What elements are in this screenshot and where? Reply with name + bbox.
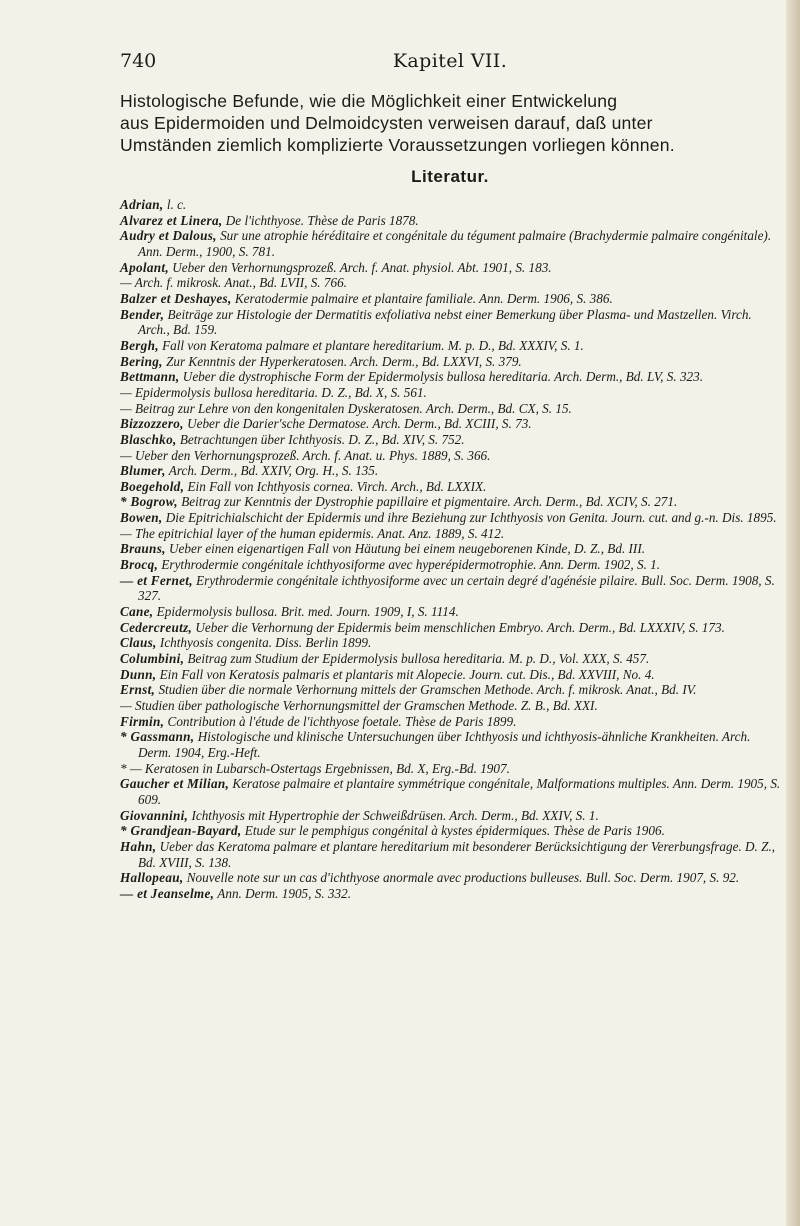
reference-entry xyxy=(120,557,782,573)
reference-author: Balzer et Deshayes, xyxy=(120,290,232,306)
page-number: 740 xyxy=(120,50,157,72)
reference-text: Beitrag zum Studium der Epidermolysis bullosa hereditaria. M. p. D., Vol. XXX, S. 457. xyxy=(184,651,650,667)
reference-text: Arch. Derm., Bd. XXIV, Org. H., S. 135. xyxy=(165,463,379,479)
reference-entry xyxy=(120,510,782,526)
reference-text: Ueber die Verhornung der Epidermis beim menschlichen Embryo. Arch. Derm., Bd. LXXXIV, S. 173. xyxy=(192,619,725,635)
intro-line: Histologische Befunde, wie die Möglichkeit einer Entwickelung xyxy=(120,91,618,111)
reference-text: Epidermolysis bullosa. Brit. med. Journ. 1909, I, S. 1114. xyxy=(153,604,459,620)
reference-text: Ueber einen eigenartigen Fall von Häutung bei einem neugeborenen Kinde, D. Z., Bd. III. xyxy=(165,541,646,557)
reference-entry xyxy=(120,260,782,276)
reference-entry xyxy=(120,886,782,902)
reference-entry xyxy=(120,479,782,495)
reference-entry xyxy=(120,808,782,824)
reference-entry xyxy=(120,416,782,432)
reference-text: Erythrodermie congénitale ichthyosiforme avec hyperépidermotrophie. Ann. Derm. 1902, S. 1. xyxy=(158,557,661,573)
reference-author: Bering, xyxy=(120,353,163,369)
reference-author: Apolant, xyxy=(120,259,169,275)
reference-text: Ichthyosis mit Hypertrophie der Schweißdrüsen. Arch. Derm., Bd. XXIV, S. 1. xyxy=(188,807,599,823)
reference-entry xyxy=(120,620,782,636)
reference-entry xyxy=(120,651,782,667)
reference-entry xyxy=(120,635,782,651)
reference-text: Zur Kenntnis der Hyperkeratosen. Arch. Derm., Bd. LXXVI, S. 379. xyxy=(162,353,522,369)
reference-text: Etude sur le pemphigus congénital à kystes épidermiques. Thèse de Paris 1906. xyxy=(241,823,665,839)
intro-line: Umständen ziemlich komplizierte Voraussetzungen vorliegen können. xyxy=(120,135,675,155)
reference-author: Columbini, xyxy=(120,651,185,667)
reference-text: Ein Fall von Ichthyosis cornea. Virch. Arch., Bd. LXXIX. xyxy=(184,478,487,494)
reference-author: Ernst, xyxy=(120,682,156,698)
reference-text: Studien über die normale Verhornung mittels der Gramschen Methode. Arch. f. mikrosk. Anat., Bd. IV. xyxy=(155,682,697,698)
reference-author: * Gassmann, xyxy=(120,729,195,745)
reference-entry xyxy=(120,729,782,760)
reference-author: Hahn, xyxy=(120,838,157,854)
reference-entry xyxy=(120,776,782,807)
reference-entry xyxy=(120,573,782,604)
reference-list xyxy=(120,197,782,902)
reference-author: Bizzozzero, xyxy=(120,416,184,432)
reference-entry xyxy=(120,526,782,542)
reference-text: Ueber den Verhornungsprozeß. Arch. f. Anat. physiol. Abt. 1901, S. 183. xyxy=(168,259,552,275)
reference-author: Bowen, xyxy=(120,510,163,526)
reference-text: Ueber die Darier'sche Dermatose. Arch. Derm., Bd. XCIII, S. 73. xyxy=(183,416,532,432)
reference-entry xyxy=(120,839,782,870)
page-header xyxy=(120,50,780,74)
reference-author: — et Jeanselme, xyxy=(120,885,215,901)
reference-entry xyxy=(120,197,782,213)
reference-entry xyxy=(120,463,782,479)
reference-entry xyxy=(120,541,782,557)
reference-author: Dunn, xyxy=(120,666,157,682)
reference-entry xyxy=(120,448,782,464)
reference-text: l. c. xyxy=(163,197,187,212)
reference-author: — et Fernet, xyxy=(120,572,193,588)
reference-text: Erythrodermie congénitale ichthyosiforme avec un certain degré d'agénésie pilaire. Bull. Soc. Derm. 1908, S. 327. xyxy=(138,572,775,604)
reference-text: Nouvelle note sur un cas d'ichthyose anormale avec productions bulleuses. Bull. Soc. Derm. 1907, S. 92. xyxy=(183,870,740,886)
reference-text: Ein Fall von Keratosis palmaris et plantaris mit Alopecie. Journ. cut. Dis., Bd. XXVIII, No. 4. xyxy=(156,666,655,682)
reference-entry xyxy=(120,698,782,714)
reference-entry xyxy=(120,682,782,698)
reference-text: Beiträge zur Histologie der Dermatitis exfoliativa nebst einer Bemerkung über Plasma- und Mastzellen. Virch. Arch., Bd. 159. xyxy=(138,306,752,338)
reference-text: De l'ichthyose. Thèse de Paris 1878. xyxy=(222,212,419,228)
reference-author: * Grandjean-Bayard, xyxy=(120,823,242,839)
reference-entry xyxy=(120,494,782,510)
reference-text: Sur une atrophie héréditaire et congénitale du tégument palmaire (Brachydermie palmaire congénitale). Ann. Derm., 1900, S. 781. xyxy=(138,228,772,259)
reference-author: Cane, xyxy=(120,604,154,620)
reference-entry xyxy=(120,667,782,683)
reference-text: — Epidermolysis bullosa hereditaria. D. Z., Bd. X, S. 561. xyxy=(120,384,427,400)
reference-author: Bergh, xyxy=(120,337,159,353)
reference-author: Cedercreutz, xyxy=(120,619,193,635)
reference-author: * Bogrow, xyxy=(120,494,178,510)
reference-author: Bender, xyxy=(120,306,165,322)
reference-entry xyxy=(120,338,782,354)
page-edge xyxy=(786,0,800,1226)
reference-author: Boegehold, xyxy=(120,478,185,494)
reference-entry xyxy=(120,823,782,839)
reference-text: Fall von Keratoma palmare et plantare hereditarium. M. p. D., Bd. XXXIV, S. 1. xyxy=(158,337,584,353)
reference-entry xyxy=(120,228,782,259)
reference-author: Alvarez et Linera, xyxy=(120,212,223,228)
reference-text: Histologische und klinische Untersuchungen über Ichthyosis und ichthyosis-ähnliche Krankheiten. Arch. Derm. 1904, Erg.-Heft. xyxy=(138,729,751,760)
reference-author: Hallopeau, xyxy=(120,870,184,886)
reference-text: Beitrag zur Kenntnis der Dystrophie papillaire et pigmentaire. Arch. Derm., Bd. XCIV, S. 271. xyxy=(177,494,678,510)
reference-entry xyxy=(120,385,782,401)
reference-entry xyxy=(120,761,782,777)
literature-heading: Literatur. xyxy=(411,167,489,186)
reference-text: Keratose palmaire et plantaire symmétrique congénitale, Malformations multiples. Ann. Derm. 1905, S. 609. xyxy=(138,776,781,807)
reference-text: — Studien über pathologische Verhornungsmittel der Gramschen Methode. Z. B., Bd. XXI. xyxy=(120,698,598,713)
reference-author: Brocq, xyxy=(120,557,159,573)
reference-entry xyxy=(120,369,782,385)
reference-author: Audry et Dalous, xyxy=(120,228,217,244)
reference-entry xyxy=(120,870,782,886)
reference-text: Ueber die dystrophische Form der Epidermolysis bullosa hereditaria. Arch. Derm., Bd. LV, S. 323. xyxy=(179,369,704,385)
reference-author: Brauns, xyxy=(120,541,166,557)
reference-text: * — Keratosen in Lubarsch-Ostertags Ergebnissen, Bd. X, Erg.-Bd. 1907. xyxy=(120,760,510,776)
reference-entry xyxy=(120,307,782,338)
reference-text: Ueber das Keratoma palmare et plantare hereditarium mit besonderer Berücksichtigung der Vererbungsfrage. D. Z., Bd. XVIII, S. 138. xyxy=(138,838,776,870)
reference-entry xyxy=(120,604,782,620)
reference-entry xyxy=(120,213,782,229)
reference-text: Keratodermie palmaire et plantaire familiale. Ann. Derm. 1906, S. 386. xyxy=(231,290,613,306)
reference-author: Blumer, xyxy=(120,463,166,479)
reference-author: Firmin, xyxy=(120,713,165,729)
reference-entry xyxy=(120,714,782,730)
reference-author: Bettmann, xyxy=(120,369,180,385)
reference-text: Ann. Derm. 1905, S. 332. xyxy=(214,885,351,901)
reference-author: Gaucher et Milian, xyxy=(120,776,230,792)
reference-text: Betrachtungen über Ichthyosis. D. Z., Bd. XIV, S. 752. xyxy=(176,431,465,447)
reference-text: — Arch. f. mikrosk. Anat., Bd. LVII, S. 766. xyxy=(120,275,347,291)
reference-text: — Beitrag zur Lehre von den kongenitalen Dyskeratosen. Arch. Derm., Bd. CX, S. 15. xyxy=(120,400,572,416)
reference-entry xyxy=(120,354,782,370)
reference-author: Giovannini, xyxy=(120,807,189,823)
reference-text: — The epitrichial layer of the human epidermis. Anat. Anz. 1889, S. 412. xyxy=(120,525,505,541)
reference-entry xyxy=(120,275,782,291)
intro-line: aus Epidermoiden und Delmoidcysten verweisen darauf, daß unter xyxy=(120,113,653,133)
reference-text: Die Epitrichialschicht der Epidermis und ihre Beziehung zur Ichthyosis von Genita. Journ. cut. and g.-n. Dis. 1895. xyxy=(162,510,777,526)
intro-paragraph xyxy=(120,90,780,156)
chapter-title: Kapitel VII. xyxy=(392,50,508,72)
reference-text: Contribution à l'étude de l'ichthyose foetale. Thèse de Paris 1899. xyxy=(164,713,517,729)
reference-author: Claus, xyxy=(120,635,157,651)
reference-entry xyxy=(120,291,782,307)
reference-entry xyxy=(120,432,782,448)
reference-text: Ichthyosis congenita. Diss. Berlin 1899. xyxy=(156,635,372,651)
reference-author: Blaschko, xyxy=(120,431,177,447)
reference-author: Adrian, xyxy=(120,197,164,212)
reference-entry xyxy=(120,401,782,417)
reference-text: — Ueber den Verhornungsprozeß. Arch. f. Anat. u. Phys. 1889, S. 366. xyxy=(120,447,491,463)
